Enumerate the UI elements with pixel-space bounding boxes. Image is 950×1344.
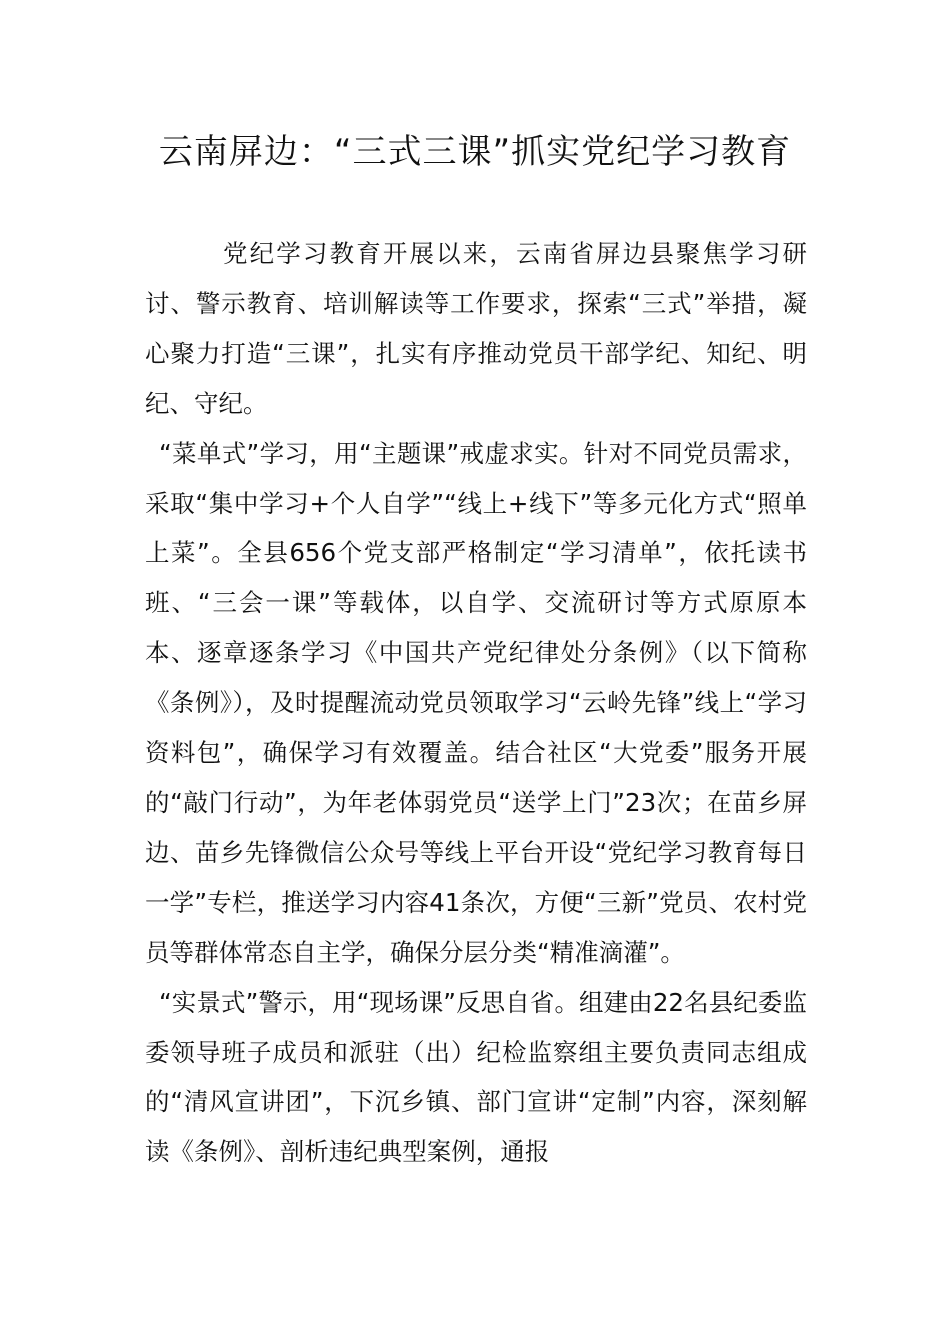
paragraph-menu-study: “菜单式”学习，用“主题课”戒虚求实。针对不同党员需求，采取“集中学习+个人自学”“线上+线下”等多元化方式“照单上菜”。全县656个党支部严格制定“学习清单”，依托读书班、“三会一课”等载体，以自学、交流研讨等方式原原本本、逐章逐条学习《中国共产党纪律处分条例》（以下简称《条例》），及时提醒流动党员领取学习“云岭先锋”线上“学习资料包”，确保学习有效覆盖。结合社区“大党委”服务开展的“敲门行动”，为年老体弱党员“送学上门”23次；在苗乡屏边、苗乡先锋微信公众号等线上平台开设“党纪学习教育每日一学”专栏，推送学习内容41条次，方便“三新”党员、农村党员等群体常态自主学，确保分层分类“精准滴灌”。 xyxy=(145,438,807,967)
document-title: 云南屏边：“三式三课”抓实党纪学习教育 xyxy=(158,132,792,172)
paragraph-intro: 党纪学习教育开展以来，云南省屏边县聚焦学习研讨、警示教育、培训解读等工作要求，探索“三式”举措，凝心聚力打造“三课”，扎实有序推动党员干部学纪、知纪、明纪、守纪。 xyxy=(145,239,807,418)
document-body xyxy=(145,229,807,1177)
paragraph-onsite-warning: “实景式”警示，用“现场课”反思自省。组建由22名县纪委监委领导班子成员和派驻（出）纪检监察组主要负责同志组成的“清风宣讲团”，下沉乡镇、部门宣讲“定制”内容，深刻解读《条例》、剖析违纪典型案例，通报 xyxy=(145,987,807,1167)
